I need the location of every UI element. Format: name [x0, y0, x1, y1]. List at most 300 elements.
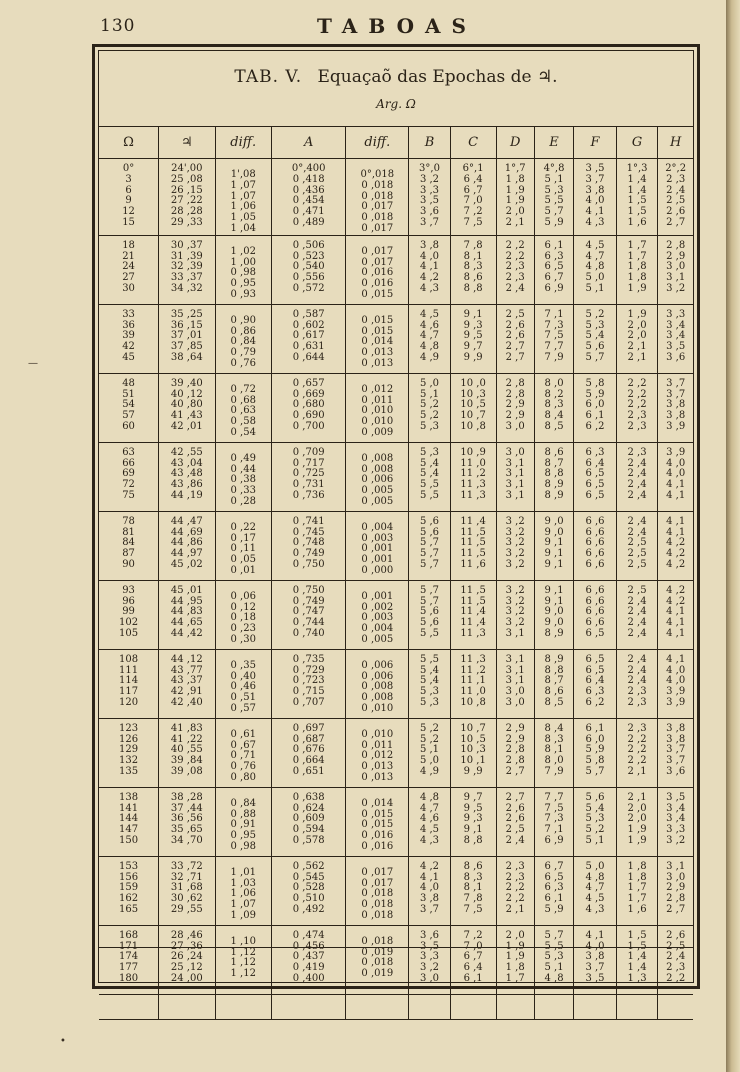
value: 44 ,47: [170, 515, 203, 527]
cell-e: [534, 442, 573, 511]
value: 42 ,01: [170, 420, 203, 432]
value: 0 ,46: [230, 681, 256, 693]
value: 3 ,2: [505, 606, 525, 618]
value: 0 ,400: [292, 972, 325, 984]
value: 1 ,4: [627, 173, 647, 185]
e-values: [535, 862, 573, 916]
diff-jupiter-values: [216, 931, 271, 980]
table-block-row: [99, 649, 693, 718]
value: 4 ,9: [419, 765, 440, 777]
margin-mark: —: [28, 358, 38, 369]
cell-g: [616, 787, 658, 856]
b-values: [409, 724, 450, 778]
value: 6 ,5: [544, 871, 564, 883]
value: 9 ,1: [544, 584, 564, 596]
diff-a-values: [346, 517, 408, 577]
value: 7 ,8: [463, 239, 483, 251]
value: 6 ,0: [585, 733, 605, 745]
h-values: [658, 310, 693, 364]
value: 0 ,38: [230, 474, 256, 486]
cell-b: [409, 787, 451, 856]
value: 2 ,1: [505, 903, 525, 915]
value: 5 ,1: [544, 173, 564, 185]
value: 0 ,013: [361, 357, 394, 369]
value: 5 ,5: [419, 479, 440, 491]
f-values: [574, 655, 616, 709]
value: 162: [119, 893, 139, 905]
value: 2 ,6: [666, 929, 686, 941]
cell-h: [658, 856, 693, 925]
value: 9 ,3: [463, 813, 483, 825]
value: 2 ,4: [627, 664, 647, 676]
table-frame: [92, 44, 700, 989]
cell-diff-a: [346, 580, 409, 649]
value: 3 ,2: [666, 282, 686, 294]
d-values: [497, 310, 534, 364]
value: 72: [122, 479, 135, 491]
value: 0 ,006: [361, 670, 394, 682]
c-values: [451, 448, 496, 502]
value: 2 ,3: [627, 696, 647, 708]
value: 3 ,7: [666, 755, 686, 767]
e-values: [535, 310, 573, 364]
value: 44 ,69: [170, 526, 203, 538]
value: 0 ,731: [292, 479, 325, 491]
value: 8 ,7: [544, 675, 564, 687]
b-values: [409, 379, 450, 433]
value: 144: [119, 813, 139, 825]
cell-c: [450, 718, 496, 787]
value: 6 ,7: [463, 184, 483, 196]
value: 3 ,1: [505, 653, 525, 665]
value: 6 ,7: [463, 951, 483, 963]
value: 1 ,8: [627, 860, 647, 872]
value: 3 ,9: [666, 420, 686, 432]
value: 0 ,010: [361, 702, 394, 714]
table-block-row: [99, 856, 693, 925]
cell-omega: [99, 925, 159, 994]
value: 9 ,0: [544, 606, 564, 618]
cell-e: [534, 159, 573, 236]
value: 1 ,9: [505, 195, 525, 207]
value: 2 ,3: [666, 962, 686, 974]
value: 4 ,1: [585, 206, 605, 218]
diff-a-values: [346, 862, 408, 922]
table-block-row: [99, 159, 693, 236]
cell-omega: [99, 856, 159, 925]
jupiter-values: [159, 586, 214, 640]
value: 0 ,657: [292, 377, 325, 389]
cell-jupiter: [159, 442, 215, 511]
d-values: [497, 655, 534, 709]
epoch-equation-table: [99, 126, 693, 1020]
value: 33 ,72: [170, 860, 203, 872]
value: 5 ,7: [544, 929, 564, 941]
cell-a: [271, 649, 346, 718]
value: 0 ,523: [292, 250, 325, 262]
value: 0 ,008: [361, 692, 394, 704]
e-values: [535, 931, 573, 985]
value: 7 ,5: [463, 216, 483, 228]
value: 0 ,005: [361, 485, 394, 497]
value: 108: [119, 653, 139, 665]
value: 84: [122, 537, 135, 549]
value: 8 ,3: [463, 261, 483, 273]
bottom-rule: [99, 947, 693, 948]
value: 1 ,3: [627, 972, 647, 984]
empty-cell: [159, 994, 215, 1019]
value: 0 ,68: [230, 394, 256, 406]
cell-e: [534, 580, 573, 649]
value: 3 ,7: [666, 377, 686, 389]
value: 1 ,4: [627, 951, 647, 963]
value: 1 ,5: [627, 206, 647, 218]
cell-a: [271, 787, 346, 856]
value: 123: [119, 722, 139, 734]
value: 6 ,6: [585, 584, 605, 596]
cell-f: [574, 442, 617, 511]
value: 10 ,7: [460, 410, 486, 422]
value: 8 ,8: [463, 282, 483, 294]
value: 0 ,33: [230, 485, 256, 497]
value: 3 ,0: [505, 446, 525, 458]
value: 0 ,750: [292, 558, 325, 570]
value: 126: [119, 733, 139, 745]
cell-d: [496, 442, 534, 511]
value: 1 ,7: [627, 882, 647, 894]
value: 2 ,5: [627, 537, 647, 549]
value: 8 ,1: [463, 250, 483, 262]
value: 0 ,018: [361, 190, 394, 202]
value: 3 ,1: [505, 479, 525, 491]
cell-diff-jupiter: [215, 304, 271, 373]
cell-f: [574, 718, 617, 787]
e-values: [535, 517, 573, 571]
value: 8 ,8: [544, 664, 564, 676]
value: 75: [122, 489, 135, 501]
h-values: [658, 655, 693, 709]
value: 1 ,5: [627, 195, 647, 207]
value: 10 ,0: [460, 377, 486, 389]
value: 0 ,631: [292, 341, 325, 353]
value: 5 ,8: [585, 755, 605, 767]
cell-b: [409, 580, 451, 649]
value: 3 ,0: [505, 420, 525, 432]
col-header-b: B: [409, 127, 451, 159]
value: 0 ,35: [230, 659, 256, 671]
value: 6 ,6: [585, 558, 605, 570]
g-values: [617, 931, 658, 985]
cell-f: [574, 235, 617, 304]
cell-d: [496, 856, 534, 925]
b-values: [409, 655, 450, 709]
value: 0 ,79: [230, 347, 256, 359]
value: 6 ,4: [585, 675, 605, 687]
value: 0 ,57: [230, 702, 256, 714]
cell-d: [496, 925, 534, 994]
value: 4 ,1: [419, 261, 440, 273]
value: 40 ,12: [170, 388, 203, 400]
value: 4 ,6: [419, 813, 440, 825]
value: 3 ,8: [666, 733, 686, 745]
value: 6 ,5: [585, 489, 605, 501]
cell-b: [409, 718, 451, 787]
cell-f: [574, 856, 617, 925]
value: 3 ,2: [419, 173, 440, 185]
value: 5 ,6: [419, 617, 440, 629]
value: 0 ,012: [361, 383, 394, 395]
value: 7 ,8: [463, 893, 483, 905]
value: 2 ,8: [505, 744, 525, 756]
value: 1 ,8: [505, 962, 525, 974]
cell-jupiter: [159, 580, 215, 649]
value: 7 ,7: [544, 791, 564, 803]
value: 34 ,70: [170, 834, 203, 846]
value: 11 ,1: [460, 675, 486, 687]
value: 4 ,5: [585, 893, 605, 905]
value: 8 ,8: [544, 468, 564, 480]
a-values: [272, 793, 346, 847]
value: 27: [122, 272, 135, 284]
value: 1 ,9: [505, 184, 525, 196]
c-values: [451, 655, 496, 709]
cell-jupiter: [159, 159, 215, 236]
value: 111: [119, 664, 139, 676]
value: 156: [119, 871, 139, 883]
value: 25 ,12: [170, 962, 203, 974]
value: 0 ,419: [292, 962, 325, 974]
value: 4 ,2: [419, 272, 440, 284]
value: 1 ,07: [230, 899, 256, 911]
value: 6 ,5: [585, 653, 605, 665]
d-values: [497, 931, 534, 985]
omega-values: [99, 448, 158, 502]
value: 2 ,9: [666, 250, 686, 262]
h-values: [658, 517, 693, 571]
value: 0 ,013: [361, 771, 394, 783]
cell-b: [409, 925, 451, 994]
value: 1 ,09: [230, 909, 256, 921]
cell-g: [616, 649, 658, 718]
value: 4 ,0: [666, 468, 686, 480]
value: 2 ,3: [627, 686, 647, 698]
value: 1 ,9: [505, 951, 525, 963]
value: 0 ,016: [361, 830, 394, 842]
value: 2 ,4: [505, 834, 525, 846]
value: 5 ,4: [419, 675, 440, 687]
value: 0 ,492: [292, 903, 325, 915]
value: 6 ,5: [585, 479, 605, 491]
value: 5 ,2: [419, 722, 440, 734]
omega-values: [99, 241, 158, 295]
value: 42: [122, 341, 135, 353]
value: 2 ,9: [666, 882, 686, 894]
col-header-d: D: [496, 127, 534, 159]
value: 0 ,510: [292, 893, 325, 905]
value: 39 ,84: [170, 755, 203, 767]
value: 3 ,0: [666, 261, 686, 273]
value: 8 ,1: [544, 744, 564, 756]
value: 7 ,9: [544, 765, 564, 777]
value: 6 ,5: [544, 261, 564, 273]
value: 6 ,9: [544, 834, 564, 846]
value: 0 ,018: [361, 909, 394, 921]
value: 6 ,3: [585, 446, 605, 458]
value: 3 ,1: [505, 457, 525, 469]
value: 5 ,6: [419, 515, 440, 527]
cell-diff-jupiter: [215, 856, 271, 925]
value: 2 ,4: [627, 489, 647, 501]
e-values: [535, 586, 573, 640]
value: 0 ,49: [230, 452, 256, 464]
f-values: [574, 724, 616, 778]
cell-b: [409, 442, 451, 511]
value: 5 ,2: [419, 410, 440, 422]
cell-e: [534, 373, 573, 442]
value: 4 ,2: [419, 860, 440, 872]
value: 135: [119, 765, 139, 777]
value: 24',00: [171, 163, 203, 174]
value: 3°,0: [419, 163, 440, 174]
value: 28 ,28: [170, 206, 203, 218]
value: 5 ,3: [419, 686, 440, 698]
value: 0 ,51: [230, 692, 256, 704]
value: 0 ,40: [230, 670, 256, 682]
value: 0 ,736: [292, 489, 325, 501]
value: 4 ,8: [585, 261, 605, 273]
value: 60: [122, 420, 135, 432]
value: 2 ,1: [627, 791, 647, 803]
value: 1 ,7: [627, 239, 647, 251]
value: 6 ,6: [585, 526, 605, 538]
value: 4 ,2: [666, 548, 686, 560]
f-values: [574, 931, 616, 985]
value: 3 ,6: [419, 929, 440, 941]
value: 3 ,3: [419, 951, 440, 963]
f-values: [574, 862, 616, 916]
value: 3 ,7: [419, 216, 440, 228]
value: 10 ,8: [460, 696, 486, 708]
e-values: [535, 241, 573, 295]
value: 1 ,8: [627, 261, 647, 273]
value: 0 ,006: [361, 474, 394, 486]
value: 5 ,1: [419, 744, 440, 756]
a-values: [272, 724, 346, 778]
value: 3 ,8: [666, 410, 686, 422]
cell-d: [496, 718, 534, 787]
value: 4 ,5: [419, 308, 440, 320]
cell-diff-jupiter: [215, 235, 271, 304]
value: 2 ,2: [627, 388, 647, 400]
cell-diff-a: [346, 718, 409, 787]
value: 33: [122, 308, 135, 320]
value: 5 ,5: [419, 627, 440, 639]
value: 2 ,6: [666, 206, 686, 218]
value: 0 ,95: [230, 830, 256, 842]
d-values: [497, 517, 534, 571]
value: 43 ,04: [170, 457, 203, 469]
value: 8 ,3: [544, 733, 564, 745]
value: 10 ,9: [460, 446, 486, 458]
table-block-row: [99, 580, 693, 649]
value: 44 ,83: [170, 606, 203, 618]
value: 43 ,48: [170, 468, 203, 480]
value: 37 ,01: [170, 330, 203, 342]
value: 3 ,5: [419, 940, 440, 952]
value: 2 ,9: [505, 399, 525, 411]
jupiter-values: [159, 310, 214, 364]
value: 6 ,5: [585, 627, 605, 639]
value: 38 ,64: [170, 351, 203, 363]
value: 4 ,0: [666, 457, 686, 469]
page-header: [94, 10, 700, 38]
value: 11 ,3: [460, 653, 486, 665]
diff-jupiter-values: [216, 586, 271, 646]
value: 2 ,0: [505, 929, 525, 941]
c-values: [451, 517, 496, 571]
value: 43 ,77: [170, 664, 203, 676]
cell-diff-jupiter: [215, 159, 271, 236]
value: 0 ,638: [292, 791, 325, 803]
cell-g: [616, 159, 658, 236]
value: 5 ,0: [419, 377, 440, 389]
value: 1 ,06: [230, 201, 256, 213]
empty-cell: [215, 994, 271, 1019]
value: 2 ,2: [627, 755, 647, 767]
cell-diff-a: [346, 925, 409, 994]
cell-h: [658, 304, 693, 373]
value: 0 ,11: [230, 543, 256, 555]
value: 4 ,3: [419, 834, 440, 846]
cell-h: [658, 511, 693, 580]
cell-g: [616, 235, 658, 304]
value: 7 ,0: [463, 940, 483, 952]
value: 4 ,1: [666, 526, 686, 538]
cell-diff-a: [346, 511, 409, 580]
value: 44 ,86: [170, 537, 203, 549]
value: 5 ,3: [544, 184, 564, 196]
value: 11 ,6: [460, 558, 486, 570]
value: 6 ,1: [544, 239, 564, 251]
value: 0 ,594: [292, 824, 325, 836]
value: 7 ,3: [544, 319, 564, 331]
cell-e: [534, 787, 573, 856]
cell-diff-a: [346, 304, 409, 373]
value: 5 ,5: [544, 195, 564, 207]
value: 4 ,5: [419, 824, 440, 836]
value: 1 ,7: [627, 250, 647, 262]
value: 0 ,98: [230, 840, 256, 852]
value: 3 ,4: [666, 319, 686, 331]
value: 4 ,7: [585, 882, 605, 894]
value: 0 ,018: [361, 179, 394, 191]
empty-cell: [450, 994, 496, 1019]
value: 0 ,001: [361, 543, 394, 555]
value: 0 ,017: [361, 245, 394, 257]
value: 1 ,04: [230, 222, 256, 234]
value: 0 ,725: [292, 468, 325, 480]
value: 6: [125, 184, 132, 196]
value: 11 ,5: [460, 584, 486, 596]
value: 2 ,4: [627, 595, 647, 607]
value: 8 ,1: [463, 882, 483, 894]
value: 54: [122, 399, 135, 411]
value: 4 ,0: [666, 664, 686, 676]
b-values: [409, 310, 450, 364]
value: 3 ,8: [666, 722, 686, 734]
value: 8 ,0: [544, 755, 564, 767]
value: 5 ,3: [585, 319, 605, 331]
